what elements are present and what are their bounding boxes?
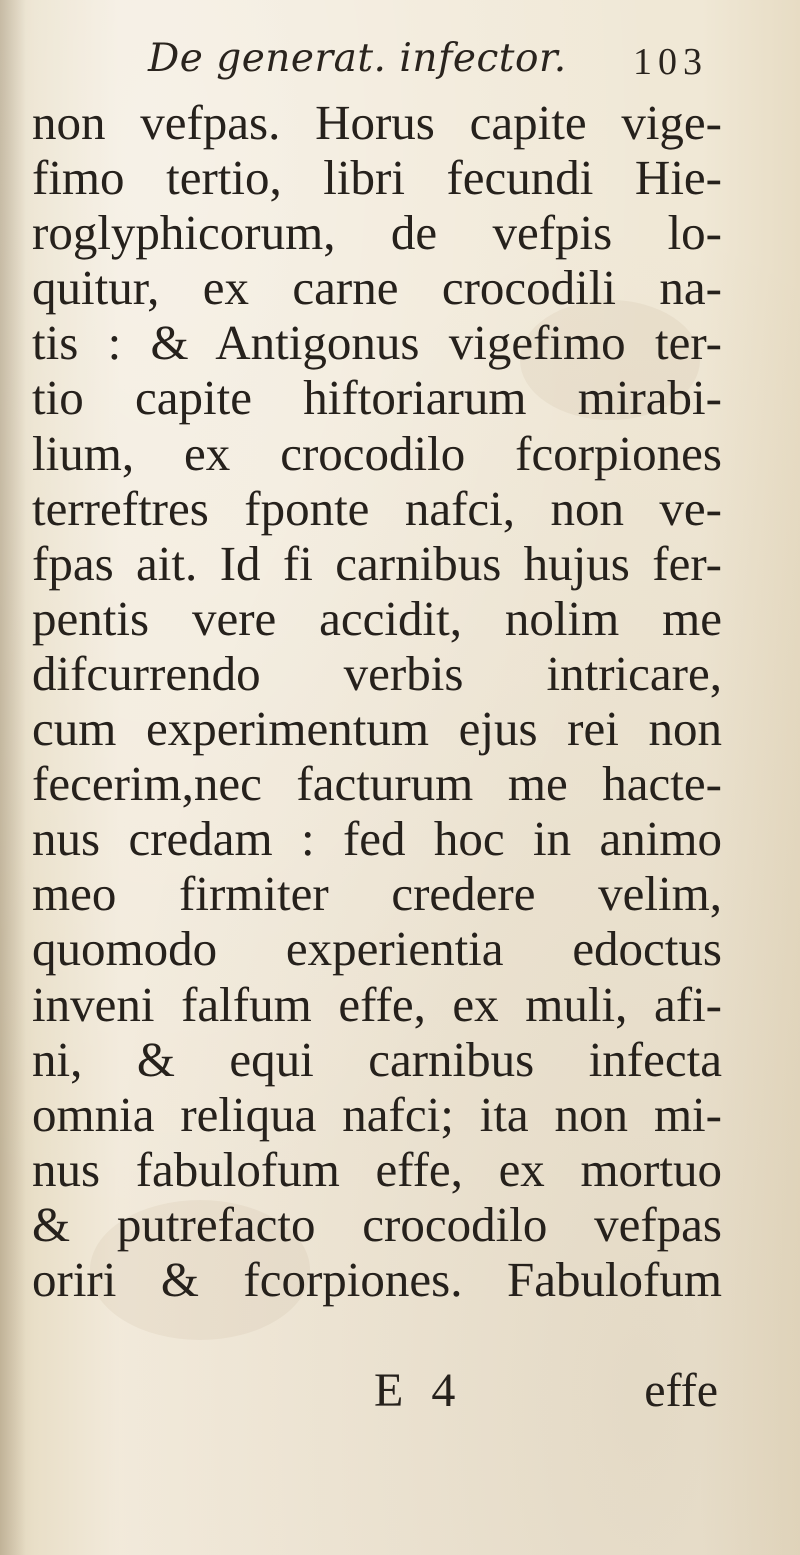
text-line: fecerim,nec facturum me hacte- xyxy=(32,756,722,812)
gutter-shadow xyxy=(0,0,26,1555)
signature-line xyxy=(32,1363,722,1423)
text-line: ni, & equi carnibus infecta xyxy=(32,1031,722,1087)
body-text xyxy=(32,95,722,1307)
text-line: cum experimentum ejus rei non xyxy=(32,701,722,757)
text-line: quitur, ex carne crocodili na- xyxy=(32,260,722,316)
page-number: 103 xyxy=(633,41,708,83)
text-line: difcurrendo verbis intricare, xyxy=(32,645,722,701)
text-line: fimo tertio, libri fecundi Hie- xyxy=(32,150,722,206)
signature-mark: E 4 xyxy=(374,1364,464,1417)
text-line: quomodo experientia edoctus xyxy=(32,921,722,977)
text-line: tio capite hiftoriarum mirabi- xyxy=(32,370,722,426)
text-line: inveni falfum effe, ex muli, afi- xyxy=(32,976,722,1032)
text-line: roglyphicorum, de vefpis lo- xyxy=(32,205,722,261)
text-line: non vefpas. Horus capite vige- xyxy=(32,95,722,150)
text-line: tis : & Antigonus vigefimo ter- xyxy=(32,315,722,371)
text-line: nus credam : fed hoc in animo xyxy=(32,811,722,867)
catchword: effe xyxy=(644,1364,718,1417)
text-line: omnia reliqua nafci; ita non mi- xyxy=(32,1086,722,1142)
text-line: & putrefacto crocodilo vefpas xyxy=(32,1196,722,1252)
text-line: meo firmiter credere velim, xyxy=(32,866,722,922)
text-line: pentis vere accidit, nolim me xyxy=(32,590,722,646)
text-line: oriri & fcorpiones. Fabulofum xyxy=(32,1251,722,1307)
running-head: De generat. infector. xyxy=(148,36,567,81)
text-line: terreftres fponte nafci, non ve- xyxy=(32,480,722,536)
text-line: fpas ait. Id fi carnibus hujus fer- xyxy=(32,535,722,591)
text-line: nus fabulofum effe, ex mortuo xyxy=(32,1141,722,1197)
text-line: lium, ex crocodilo fcorpiones xyxy=(32,425,722,481)
